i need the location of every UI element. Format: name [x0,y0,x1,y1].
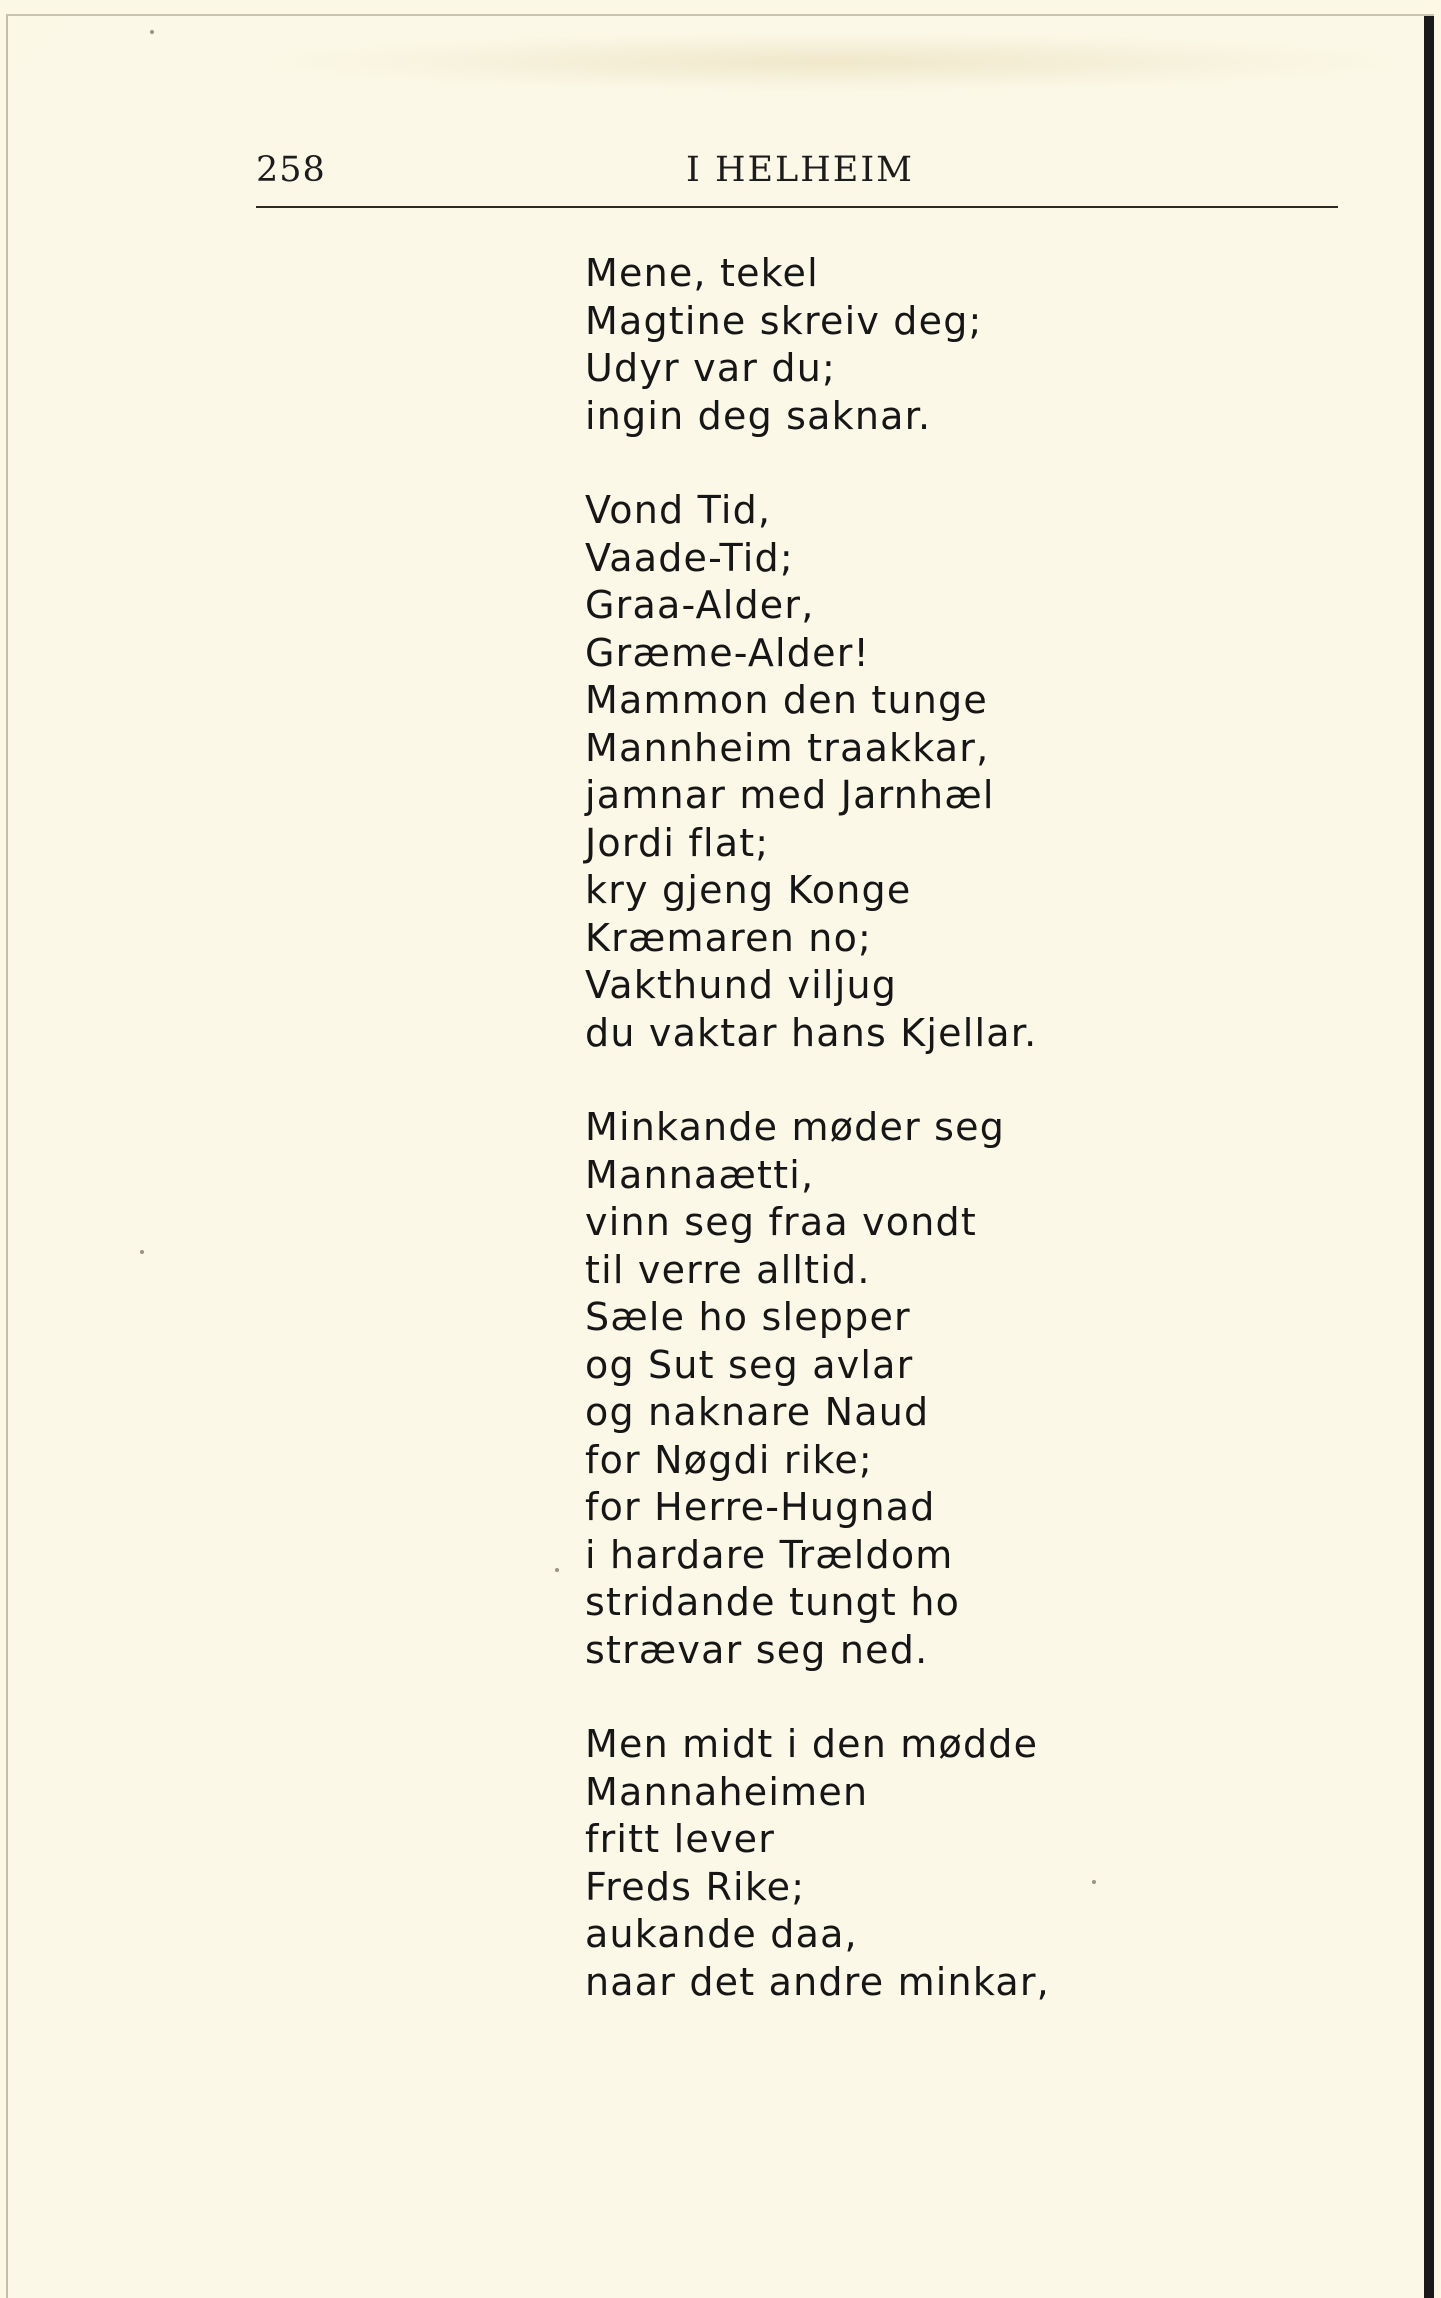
verse-line: aukande daa, [585,1912,858,1956]
verse-line: Mannaætti, [585,1152,815,1197]
verse-line: Græme-Alder! [585,630,870,675]
verse-line: Kræmaren no; [585,915,873,960]
paper-speck [140,1250,144,1254]
verse-line: Minkande møder seg [585,1105,1006,1149]
verse-line: Mannaheimen [585,1769,869,1814]
poem-body [585,250,1285,2053]
verse-line: Vakthund viljug [585,963,898,1007]
verse-line: Udyr var du; [585,346,837,390]
verse-line: du vaktar hans Kjellar. [585,1010,1038,1055]
verse-line: fritt lever [585,1817,776,1861]
verse-line: og naknare Naud [585,1390,930,1434]
scan-edge [1424,16,1434,2298]
stanza [585,1104,1285,1674]
stanza [585,250,1285,440]
verse-line: naar det andre minkar, [585,1959,1050,2004]
verse-line: og Sut seg avlar [585,1342,914,1387]
verse-line: Sæle ho slepper [585,1295,911,1339]
verse-line: Mene, tekel [585,251,819,295]
verse-line: Men midt i den mødde [585,1722,1039,1766]
verse-line: Freds Rike; [585,1864,806,1909]
verse-line: Vaade-Tid; [585,535,794,580]
page-stain [258,32,1408,92]
verse-line: for Nøgdi rike; [585,1437,873,1482]
verse-line: strævar seg ned. [585,1627,929,1672]
header-rule [256,206,1338,208]
verse-line: jamnar med Jarnhæl [585,773,995,817]
stanza [585,487,1285,1057]
page-header [256,150,1338,206]
verse-line: Mammon den tunge [585,678,988,722]
verse-line: stridande tungt ho [585,1580,961,1624]
verse-line: Jordi flat; [585,820,770,865]
torn-corner [8,16,68,76]
page-number: 258 [256,150,326,190]
verse-line: Vond Tid, [585,488,772,532]
verse-line: kry gjeng Konge [585,868,912,912]
verse-line: Graa-Alder, [585,583,815,627]
paper-speck [150,30,154,34]
verse-line: i hardare Trældom [585,1532,954,1577]
verse-line: Mannheim traakkar, [585,725,990,770]
verse-line: vinn seg fraa vondt [585,1200,977,1244]
verse-line: for Herre-Hugnad [585,1485,936,1529]
verse-line: ingin deg saknar. [585,393,932,438]
paper-speck [555,1568,559,1572]
stanza [585,1721,1285,2006]
running-title: I HELHEIM [686,150,914,190]
verse-line: til verre alltid. [585,1247,871,1292]
verse-line: Magtine skreiv deg; [585,298,983,343]
